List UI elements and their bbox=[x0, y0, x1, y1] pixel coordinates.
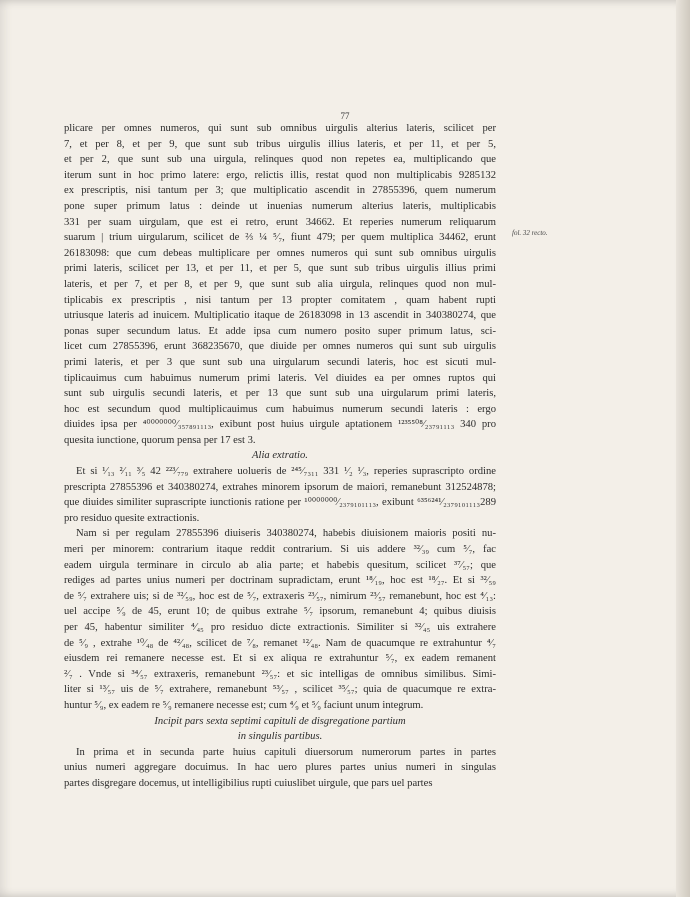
text-line: liter si ¹³⁄₅₇ uis de ⁵⁄₇ extrahere, remanebunt ⁵³⁄₅₇ , scilicet ³⁵⁄₅₇; quia de quacumque re extra- bbox=[64, 684, 496, 696]
chapter-heading-line-2: in singulis partibus. bbox=[237, 731, 323, 743]
paragraph-et-si bbox=[64, 464, 496, 526]
text-line: 26183098: que cum debeas multiplicare per omnes numeros qui sunt sub omnibus uirgulis bbox=[64, 247, 496, 259]
text-line: eiusdem rei remanere necesse est. Et si ex aliqua re extrahuntur ⁵⁄₇, ex eadem remanent bbox=[64, 653, 496, 665]
text-line: licet cum 27855396, erunt 368235670, que diuide per omnes numeros qui sunt sub uirgulis bbox=[64, 341, 496, 353]
text-line: meri per minorem: contrarium itaque reddit contrarium. Si uis addere ³²⁄₃₉ cum ⁵⁄₇, fac bbox=[64, 544, 496, 556]
text-line: prescripta 27855396 et 340380274, extrahes minorem ipsorum de maiori, remanebunt 312524878; bbox=[64, 481, 496, 493]
text-line: uel accipe ⁵⁄₉ de 45, erunt 10; de quibus extrahe ⁵⁄₇ ipsorum, remanebunt 4; quibus diuisis bbox=[64, 606, 496, 618]
paragraph-in-prima bbox=[64, 745, 496, 792]
paragraph-nam-si bbox=[64, 526, 496, 713]
text-line: quesita iunctione, quorum pensa per 17 est 3. bbox=[64, 434, 256, 446]
text-line: tiplicabis ex prescriptis , nisi tantum per 13 propter comitatem , quam habent rupti bbox=[64, 294, 496, 306]
text-line: tiplicauimus cum habuimus numerum primi lateris. Vel diuides ea per omnes ruptos qui bbox=[64, 372, 496, 384]
text-line: et per 2, que sunt sub una uirgula, relinques quod non repetes ea, multiplicando que bbox=[64, 154, 496, 166]
text-line: per 45, habentur similiter ⁴⁄₄₅ pro residuo dicte extractionis. Similiter si ³²⁄₄₅ uis extrahere bbox=[64, 622, 496, 633]
text-line: primi lateris, et per 3 que sunt sub una uirgularum secundi lateris, hoc est sicuti mul- bbox=[64, 356, 496, 368]
text-line: pone super primum latus : deinde ut inuenias numerum alterius lateris, multiplicabis bbox=[64, 200, 496, 212]
text-line: 331 per suam uirgulam, que est ei retro, erunt 34662. Et reperies numerum reliquarum bbox=[64, 216, 496, 228]
page-number: 77 bbox=[340, 111, 350, 121]
text-line: ²⁄₇ . Vnde si ³⁴⁄₅₇ extraxeris, remanebunt ²³⁄₅₇: et sic intelligas de omnibus similibus. Simi- bbox=[64, 668, 496, 680]
text-line: iterum sunt in hoc primo latere: ergo, relictis illis, restat quod non multiplicabis 9285132 bbox=[64, 169, 496, 181]
text-line: de ⁵⁄₉ , extrahe ¹⁰⁄₄₈ de ⁴²⁄₄₈, scilicet de ⁷⁄₈, remanet ¹²⁄₄₈. Nam de quacumque re extrahuntur ⁴⁄₇ bbox=[64, 637, 496, 649]
text-line: rediges ad partes unius numeri per doctrinam supradictam, erunt ¹⁸⁄₁₉, hoc est ¹⁸⁄₂₇. Et si ³²⁄₅₉ bbox=[64, 575, 496, 587]
main-text bbox=[64, 121, 496, 792]
text-line: primi lateris, scilicet per 13, et per 11, et per 5, que sunt sub tribus uirgulis illius primi bbox=[64, 263, 496, 275]
text-line: unius numeri aggregare docuimus. In hac uero plures partes unius numeri in singulas bbox=[64, 762, 496, 774]
text-line: sunt sub uirgulis secundi lateris, et per 13 que sunt sub una uirgularum primi lateris, bbox=[64, 388, 496, 400]
text-line: Nam si per regulam 27855396 diuiseris 340380274, habebis diuisionem maioris positi nu- bbox=[76, 528, 496, 540]
text-line: suarum | trium uirgularum, scilicet de ⅔ ¼ ⁵⁄₇, fiunt 479; per quem multiplica 34462, erunt bbox=[64, 232, 496, 244]
text-line: ponas super secundum latus. Et adde ipsa cum numero posito super primum latus, sci- bbox=[64, 325, 496, 337]
text-line: partes disgregare docemus, ut intelligibilius rupti cuiuslibet uirgule, que pars uel partes bbox=[64, 777, 433, 789]
section-heading-alia-extratio: Alia extratio. bbox=[252, 450, 308, 462]
text-line: lateris, et per 7, et per 8, et per 9, que sunt sub alia uirgula, relinques quod non mul- bbox=[64, 278, 496, 290]
text-line: Et si ¹⁄₁₃ ²⁄₁₁ ³⁄₅ 42 ²²³⁄₇₇₉ extrahere uolueris de ²⁴⁵⁄₇₃₁₁ 331 ¹⁄₂ ¹⁄₃, reperies suprascripto ordine bbox=[76, 466, 496, 478]
page-fold-shadow bbox=[676, 0, 690, 897]
text-line: de ⁵⁄₇ extrahere uis; si de ³²⁄₅₉, hoc est de ⁵⁄₇, extraxeris ²³⁄₅₇, nimirum ²³⁄₅₇ remanebunt, hoc est ⁴⁄₁₃: bbox=[64, 590, 496, 602]
margin-note: fol. 32 recto. bbox=[512, 229, 548, 237]
text-line: diuides ipsa per ⁴⁰⁰⁰⁰⁰⁰⁰⁄₃₅₇₈₉₁₁₁₃, exibunt post huius uirgule aptationem ¹²³⁵⁵⁰⁸⁄₂₃₇₉₁₁₁₃ 340 pro bbox=[64, 419, 496, 431]
chapter-heading-line-1: Incipit pars sexta septimi capituli de disgregatione partium bbox=[154, 715, 406, 727]
text-line: que diuides similiter suprascripte iunctionis ratione per ¹⁰⁰⁰⁰⁰⁰⁰⁄₂₃₇₉₁₀₁₁₁₃, exibunt ⁶³⁵⁶²⁴¹⁄₂₃₇₉₁₀₁₁₁₃289 bbox=[64, 497, 496, 509]
text-line: hoc est secundum quod multiplicauimus cum habuimus numerum secundi lateris : ergo bbox=[64, 403, 496, 415]
text-line: plicare per omnes numeros, qui sunt sub omnibus uirgulis alterius lateris, scilicet per bbox=[64, 123, 496, 134]
text-line: huntur ⁵⁄₉, ex eadem re ⁵⁄₉ remanere necesse est; cum ⁴⁄₉ et ⁵⁄₉ faciunt unum integrum. bbox=[64, 699, 424, 711]
text-line: pro residuo quesite extractionis. bbox=[64, 512, 200, 524]
text-line: In prima et in secunda parte huius capituli diuersorum numerorum partes in partes bbox=[76, 746, 496, 758]
text-line: utriusque lateris ad inuicem. Multiplicatio itaque de 26183098 in 13 ascendit in 340380274, que bbox=[64, 310, 496, 322]
paragraph-continuation bbox=[64, 121, 496, 448]
text-line: eadem uirgula terminare in circulo ab alia parte; et habebis quesitum, scilicet ³⁷⁄₅₇; que bbox=[64, 559, 496, 571]
text-line: ex prescriptis, nisi tantum per 3; que multiplicatio ascendit in 27855396, quem numerum bbox=[64, 185, 496, 197]
text-line: 7, et per 8, et per 9, que sunt sub tribus uirgulis illius lateris, et per 11, et per 5, bbox=[64, 138, 496, 150]
